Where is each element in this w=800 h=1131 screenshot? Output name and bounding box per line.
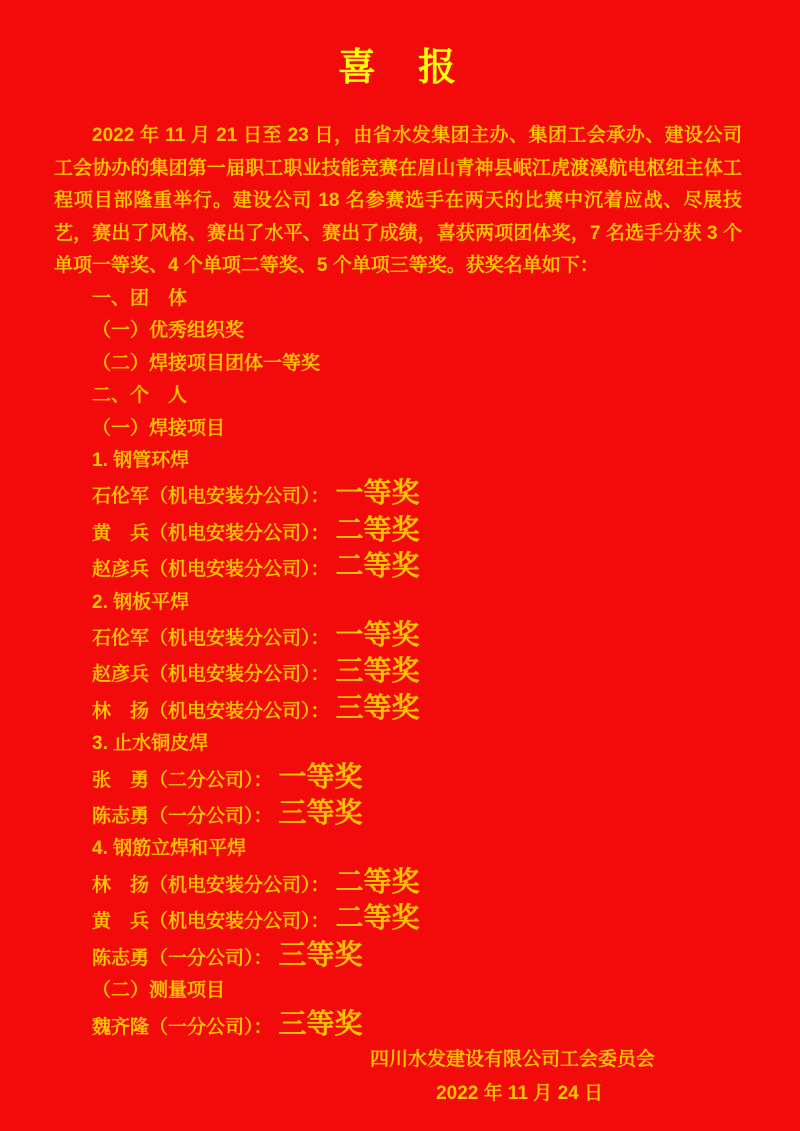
awardee-name: 林 扬（机电安装分公司）： bbox=[92, 874, 330, 896]
intro-paragraph: 2022 年 11 月 21 日至 23 日，由省水发集团主办、集团工会承办、建设公司工会协办的集团第一届职工职业技能竞赛在眉山青神县岷江虎渡溪航电枢纽主体工程项目部隆重举行。建设公司 18 名参赛选手在两天的比赛中沉着应战、尽展技艺，赛出了风格、赛出了水平、赛出了成绩，喜获两项团体奖，7 名选手分获 3 个单项一等奖、4 个单项二等奖、5 个单项三等奖。获奖名单如下： bbox=[54, 125, 742, 277]
award-level: 二等奖 bbox=[335, 902, 420, 934]
awardee-name: 张 勇（二分公司）： bbox=[92, 769, 273, 791]
award-line bbox=[54, 619, 742, 655]
award-level: 三等奖 bbox=[335, 691, 420, 723]
event-title: 2. 钢板平焊 bbox=[92, 591, 190, 613]
section-heading: 二、个 人 bbox=[92, 385, 188, 407]
awardee-name: 魏齐隆（一分公司）： bbox=[92, 1016, 273, 1038]
award-line bbox=[54, 550, 742, 586]
award-level: 二等奖 bbox=[335, 513, 420, 545]
event-title: 4. 钢筋立焊和平焊 bbox=[92, 838, 247, 860]
award-level: 三等奖 bbox=[278, 938, 363, 970]
awardee-name: 赵彦兵（机电安装分公司）： bbox=[92, 664, 330, 686]
award-level: 三等奖 bbox=[335, 655, 420, 687]
award-line bbox=[54, 514, 742, 550]
award-line bbox=[54, 797, 742, 833]
award-level: 三等奖 bbox=[278, 797, 363, 829]
sub-heading: （二）焊接项目团体一等奖 bbox=[92, 352, 321, 374]
award-line bbox=[54, 761, 742, 797]
awardee-name: 林 扬（机电安装分公司）： bbox=[92, 700, 330, 722]
awardee-name: 黄 兵（机电安装分公司）： bbox=[92, 911, 330, 933]
award-line bbox=[54, 692, 742, 728]
award-list bbox=[54, 283, 742, 1044]
sub-heading: （二）测量项目 bbox=[92, 980, 226, 1002]
event-title: 3. 止水铜皮焊 bbox=[92, 733, 209, 755]
awardee-name: 陈志勇（一分公司）： bbox=[92, 806, 273, 828]
award-line bbox=[54, 902, 742, 938]
signature-organization: 四川水发建设有限公司工会委员会 bbox=[369, 1048, 655, 1070]
award-line bbox=[54, 939, 742, 975]
event-title: 1. 钢管环焊 bbox=[92, 450, 190, 471]
award-level: 二等奖 bbox=[335, 865, 420, 897]
award-level: 一等奖 bbox=[335, 477, 420, 509]
award-level: 一等奖 bbox=[335, 619, 420, 651]
page-title: 喜 报 bbox=[337, 47, 458, 89]
signature-date: 2022 年 11 月 24 日 bbox=[436, 1083, 603, 1105]
awardee-name: 石伦军（机电安装分公司）： bbox=[92, 486, 330, 508]
award-line bbox=[54, 655, 742, 691]
award-line bbox=[54, 477, 742, 513]
award-line bbox=[54, 1008, 742, 1044]
section-heading: 一、团 体 bbox=[92, 287, 188, 309]
award-level: 二等奖 bbox=[335, 550, 420, 582]
awardee-name: 石伦军（机电安装分公司）： bbox=[92, 628, 330, 650]
awardee-name: 赵彦兵（机电安装分公司）： bbox=[92, 559, 330, 581]
sub-heading: （一）焊接项目 bbox=[92, 417, 226, 439]
awardee-name: 黄 兵（机电安装分公司）： bbox=[92, 522, 330, 544]
awardee-name: 陈志勇（一分公司）： bbox=[92, 947, 273, 969]
sub-heading: （一）优秀组织奖 bbox=[92, 320, 245, 342]
award-level: 一等奖 bbox=[278, 760, 363, 792]
award-level: 三等奖 bbox=[278, 1007, 363, 1039]
award-line bbox=[54, 866, 742, 902]
